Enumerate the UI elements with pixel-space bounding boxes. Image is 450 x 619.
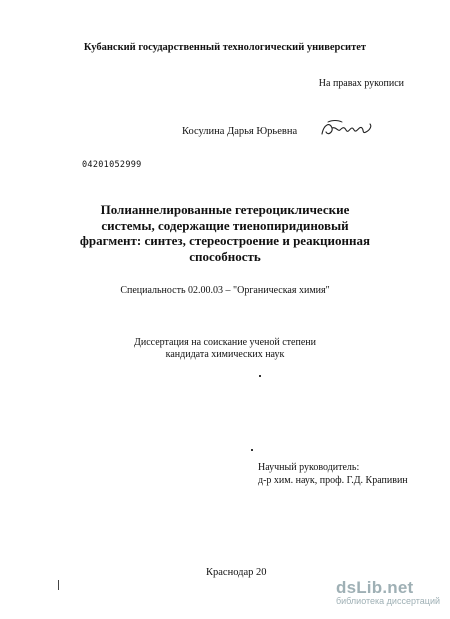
specialty: Специальность 02.00.03 – "Органическая химия": [120, 285, 330, 296]
scan-margin-mark: [58, 580, 59, 590]
author-row: [182, 126, 297, 137]
degree-line: Диссертация на соискание ученой степени: [134, 337, 316, 348]
watermark-subtitle: библиотека диссертаций: [335, 596, 440, 606]
supervisor-label: Научный руководитель:: [258, 462, 360, 473]
degree-line: кандидата химических наук: [165, 349, 285, 360]
title-line: Полианнелированные гетероциклические: [100, 202, 350, 217]
author-signature: [318, 116, 376, 144]
supervisor-block: [258, 461, 408, 487]
title-line: системы, содержащие тиенопиридиновый: [101, 217, 349, 233]
watermark: [336, 578, 440, 606]
title-line: фрагмент: синтез, стереостроение и реакционная: [79, 233, 371, 248]
archive-number: 04201052999: [82, 160, 142, 170]
university-name: Кубанский государственный технологический университет: [83, 42, 367, 53]
watermark-logo: dsLib.net: [335, 578, 414, 597]
city-year: Краснодар 20: [206, 567, 267, 578]
supervisor-details: д-р хим. наук, проф. Г.Д. Крапивин: [258, 475, 408, 486]
author-name: Косулина Дарья Юрьевна: [182, 126, 298, 137]
manuscript-rights-note: На правах рукописи: [318, 78, 404, 89]
title-line: способность: [189, 248, 261, 264]
degree-statement: [0, 337, 450, 361]
scan-speck: [251, 449, 253, 451]
dissertation-title: [0, 202, 450, 264]
scan-speck: [259, 375, 261, 377]
